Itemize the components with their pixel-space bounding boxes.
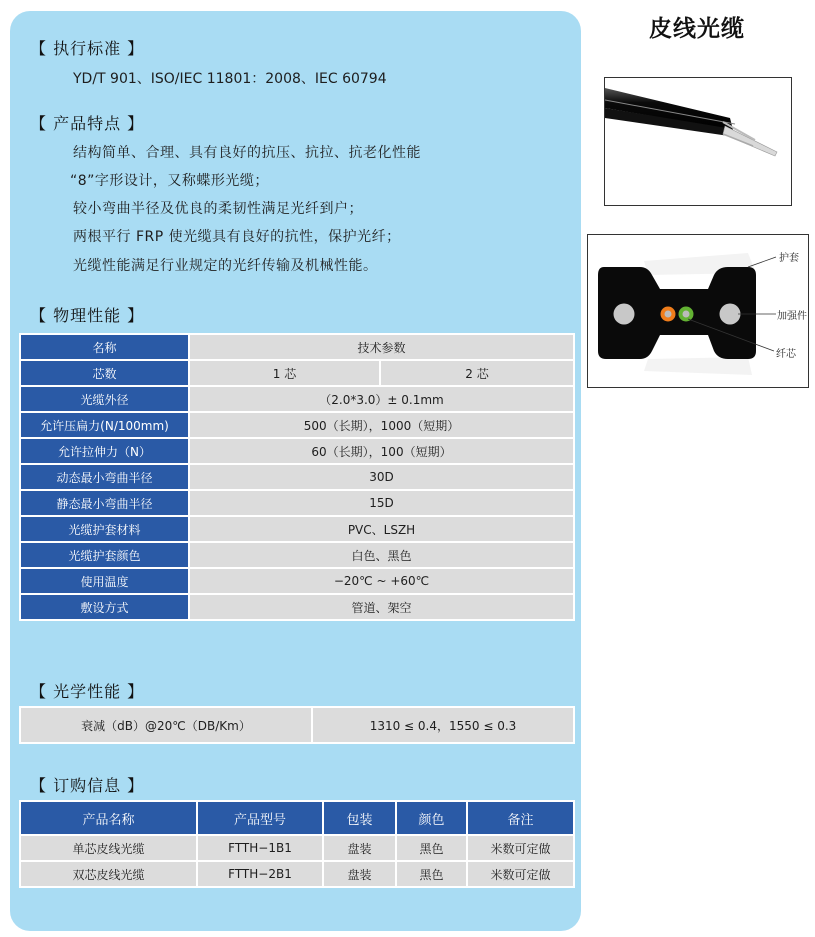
table-row xyxy=(20,516,574,542)
table-row xyxy=(20,360,574,386)
table-row-label: 使用温度 xyxy=(20,568,189,594)
features-heading: 【 产品特点 】 xyxy=(30,114,145,133)
table-row-label: 光缆外径 xyxy=(20,386,189,412)
table-row-label: 允许拉伸力（N） xyxy=(20,438,189,464)
table-row xyxy=(20,801,574,835)
table-cell: 15D xyxy=(189,490,574,516)
table-cell: 米数可定做 xyxy=(467,835,574,861)
table-header-cell: 技术参数 xyxy=(189,334,574,360)
table-header-cell: 包装 xyxy=(323,801,396,835)
table-cell: 单芯皮线光缆 xyxy=(20,835,197,861)
table-row xyxy=(20,334,574,360)
cable-photo xyxy=(604,77,792,206)
table-header-cell: 颜色 xyxy=(396,801,467,835)
physical-heading: 【 物理性能 】 xyxy=(30,306,145,325)
table-header-cell: 产品名称 xyxy=(20,801,197,835)
table-header-cell: 产品型号 xyxy=(197,801,323,835)
table-cell: 盘装 xyxy=(323,861,396,887)
table-row xyxy=(20,835,574,861)
feature-line: 结构简单、合理、具有良好的抗压、抗拉、抗老化性能 xyxy=(73,145,421,161)
table-row xyxy=(20,542,574,568)
table-cell: 管道、架空 xyxy=(189,594,574,620)
cross-section-image xyxy=(588,235,808,387)
table-row xyxy=(20,707,574,743)
feature-line: 较小弯曲半径及优良的柔韧性满足光纤到户； xyxy=(73,201,363,217)
physical-table xyxy=(19,333,575,621)
table-cell: FTTH−1B1 xyxy=(197,835,323,861)
table-cell: 双芯皮线光缆 xyxy=(20,861,197,887)
standards-heading: 【 执行标准 】 xyxy=(30,39,145,58)
label-strength-member: 加强件 xyxy=(777,311,807,322)
table-cell: 60（长期），100（短期） xyxy=(189,438,574,464)
ordering-table xyxy=(19,800,575,888)
table-cell: 500（长期），1000（短期） xyxy=(189,412,574,438)
feature-line: 两根平行 FRP 使光缆具有良好的抗性，保护光纤； xyxy=(73,229,401,245)
ordering-heading: 【 订购信息 】 xyxy=(30,776,145,795)
optical-heading: 【 光学性能 】 xyxy=(30,682,145,701)
table-row-label: 衰减（dB）@20℃（DB/Km） xyxy=(20,707,312,743)
table-cell: 1310 ≤ 0.4，1550 ≤ 0.3 xyxy=(312,707,574,743)
table-cell: 30D xyxy=(189,464,574,490)
table-cell: （2.0*3.0）± 0.1mm xyxy=(189,386,574,412)
table-row-label: 光缆护套材料 xyxy=(20,516,189,542)
table-row xyxy=(20,464,574,490)
table-row-label: 芯数 xyxy=(20,360,189,386)
label-jacket: 护套 xyxy=(779,253,799,264)
cable-photo-image xyxy=(605,78,791,205)
standards-text: YD/T 901、ISO/IEC 11801：2008、IEC 60794 xyxy=(73,71,387,87)
table-header-cell: 备注 xyxy=(467,801,574,835)
table-row xyxy=(20,412,574,438)
table-row xyxy=(20,490,574,516)
table-row xyxy=(20,568,574,594)
table-cell: 2 芯 xyxy=(380,360,574,386)
table-cell: PVC、LSZH xyxy=(189,516,574,542)
table-row xyxy=(20,861,574,887)
optical-table xyxy=(19,706,575,744)
table-cell: 黑色 xyxy=(396,835,467,861)
table-row xyxy=(20,438,574,464)
table-cell: FTTH−2B1 xyxy=(197,861,323,887)
table-cell: 1 芯 xyxy=(189,360,380,386)
table-row-label: 动态最小弯曲半径 xyxy=(20,464,189,490)
table-row-label: 静态最小弯曲半径 xyxy=(20,490,189,516)
table-header-cell: 名称 xyxy=(20,334,189,360)
table-cell: −20℃ ~ +60℃ xyxy=(189,568,574,594)
feature-line: 光缆性能满足行业规定的光纤传输及机械性能。 xyxy=(73,258,378,274)
table-cell: 黑色 xyxy=(396,861,467,887)
label-fiber-core: 纤芯 xyxy=(776,349,796,360)
table-row-label: 允许压扁力(N/100mm) xyxy=(20,412,189,438)
table-cell: 白色、黑色 xyxy=(189,542,574,568)
table-row-label: 敷设方式 xyxy=(20,594,189,620)
table-row xyxy=(20,594,574,620)
table-row-label: 光缆护套颜色 xyxy=(20,542,189,568)
table-cell: 盘装 xyxy=(323,835,396,861)
table-row xyxy=(20,386,574,412)
feature-line: “8”字形设计，又称蝶形光缆； xyxy=(70,173,269,189)
page-title: 皮线光缆 xyxy=(649,16,745,42)
cross-section-diagram xyxy=(587,234,809,388)
table-cell: 米数可定做 xyxy=(467,861,574,887)
